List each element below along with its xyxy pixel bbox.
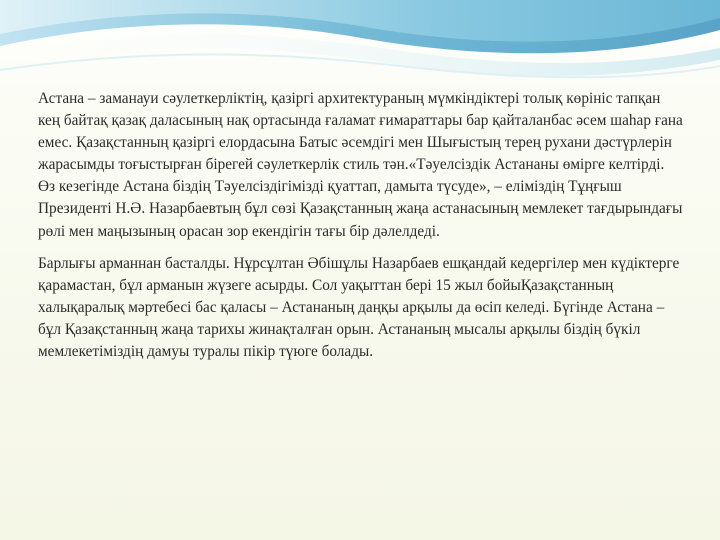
wave-header-decoration	[0, 0, 720, 96]
slide-body	[38, 88, 684, 373]
paragraph-2: Барлығы арманнан басталды. Нұрсұлтан Әбішұлы Назарбаев ешқандай кедергілер мен күдіктерге қарамастан, бұл арманын жүзеге асырды. Сол уақыттан бері 15 жыл бойыҚазақстанның халықаралық мәртебесі бас қаласы – Астананың даңқы арқылы да өсіп келеді. Бүгінде Астана –бұл Қазақстанның жаңа тарихы жинақталған орын. Астананың мысалы арқылы біздің бүкіл мемлекетіміздің дамуы туралы пікір түюге болады.	[38, 254, 680, 361]
paragraph-1: Астана – заманауи сәулеткерліктің, қазіргі архитектураның мүмкіндіктері толық көрініс тапқан кең байтақ қазақ даласының нақ ортасында ғаламат ғимараттары бар қайталанбас әсем шаһар ғана емес. Қазақстанның қазіргі елордасына Батыс әсемдігі мен Шығыстың терең рухани дәстүрлерін жарасымды тоғыстырған бірегей сәулеткерлік стиль тән.«Тәуелсіздік Астананы өмірге келтірді. Өз кезегінде Астана біздің Тәуелсіздігімізді қуаттап, дамыта түсуде», – еліміздің Тұңғыш Президенті Н.Ә. Назарбаевтың бұл сөзі Қазақстанның жаңа астанасының мемлекет тағдырындағы рөлі мен маңызының орасан зор екендігін тағы бір дәлелдеді.	[38, 90, 683, 240]
